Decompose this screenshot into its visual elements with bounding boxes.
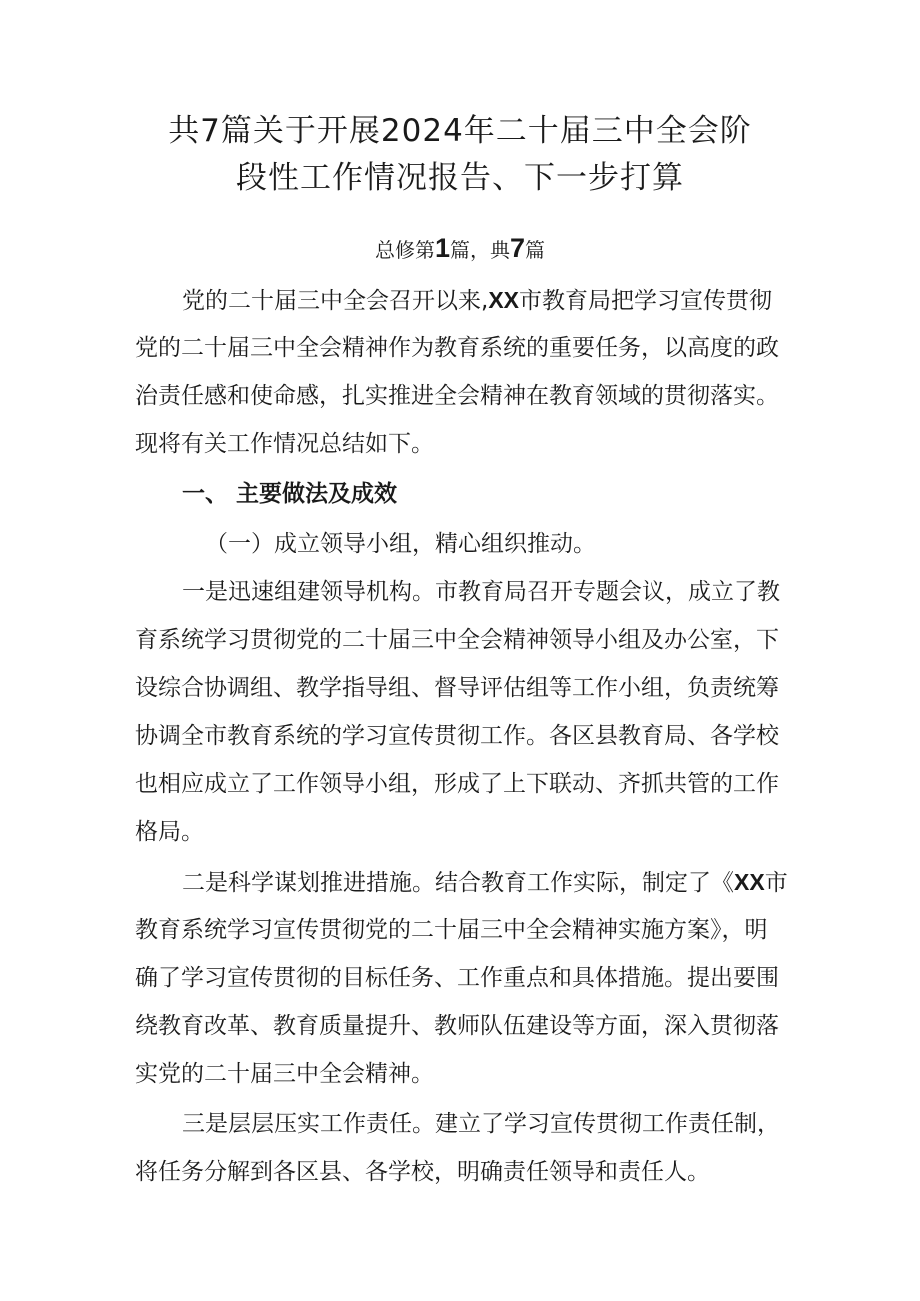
subsection-heading: （一）成立领导小组，精心组织推动。 xyxy=(205,531,596,557)
body-line: 一是迅速组建领导机构。市教育局召开专题会议，成立了教 xyxy=(182,579,780,605)
body-line: 设综合协调组、教学指导组、督导评估组等工作小组，负责统筹 xyxy=(135,675,779,701)
body-line: 绕教育改革、教育质量提升、教师队伍建设等方面，深入贯彻落 xyxy=(135,1013,779,1039)
subtitle-number-2: 7 xyxy=(510,233,526,263)
body-line: 育系统学习贯彻党的二十届三中全会精神领导小组及办公室，下 xyxy=(135,627,779,653)
subtitle-number-1: 1 xyxy=(434,233,450,263)
body-line: 实党的二十届三中全会精神。 xyxy=(135,1061,434,1087)
body-line: 党的二十届三中全会召开以来,XX市教育局把学习宣传贯彻 xyxy=(182,287,772,314)
subtitle-text-b: 篇，典 xyxy=(450,238,510,262)
body-line: 确了学习宣传贯彻的目标任务、工作重点和具体措施。提出要围 xyxy=(135,965,779,991)
document-title-line-2: 段性工作情况报告、下一步打算 xyxy=(236,160,684,196)
body-line: 三是层层压实工作责任。建立了学习宣传贯彻工作责任制， xyxy=(182,1111,780,1137)
body-line: 将任务分解到各区县、各学校，明确责任领导和责任人。 xyxy=(135,1159,710,1185)
body-line: 教育系统学习宣传贯彻党的二十届三中全会精神实施方案》，明 xyxy=(135,917,768,943)
body-line: 党的二十届三中全会精神作为教育系统的重要任务，以高度的政 xyxy=(135,335,779,361)
body-line: 治责任感和使命感，扎实推进全会精神在教育领域的贯彻落实。 xyxy=(135,383,779,409)
section-heading: 一、 主要做法及成效 xyxy=(182,481,398,507)
document-title-line-1: 共7篇关于开展2024年二十届三中全会阶 xyxy=(168,113,752,149)
subtitle-text-c: 篇 xyxy=(525,238,546,262)
body-line: 协调全市教育系统的学习宣传贯彻工作。各区县教育局、各学校 xyxy=(135,723,779,749)
body-line: 格局。 xyxy=(135,819,204,845)
body-line: 二是科学谋划推进措施。结合教育工作实际，制定了《XX市 xyxy=(182,869,788,896)
document-subtitle xyxy=(120,233,800,265)
body-line: 现将有关工作情况总结如下。 xyxy=(135,431,434,457)
subtitle-text-a: 总修第 xyxy=(374,238,435,262)
body-line: 也相应成立了工作领导小组，形成了上下联动、齐抓共管的工作 xyxy=(135,771,779,797)
